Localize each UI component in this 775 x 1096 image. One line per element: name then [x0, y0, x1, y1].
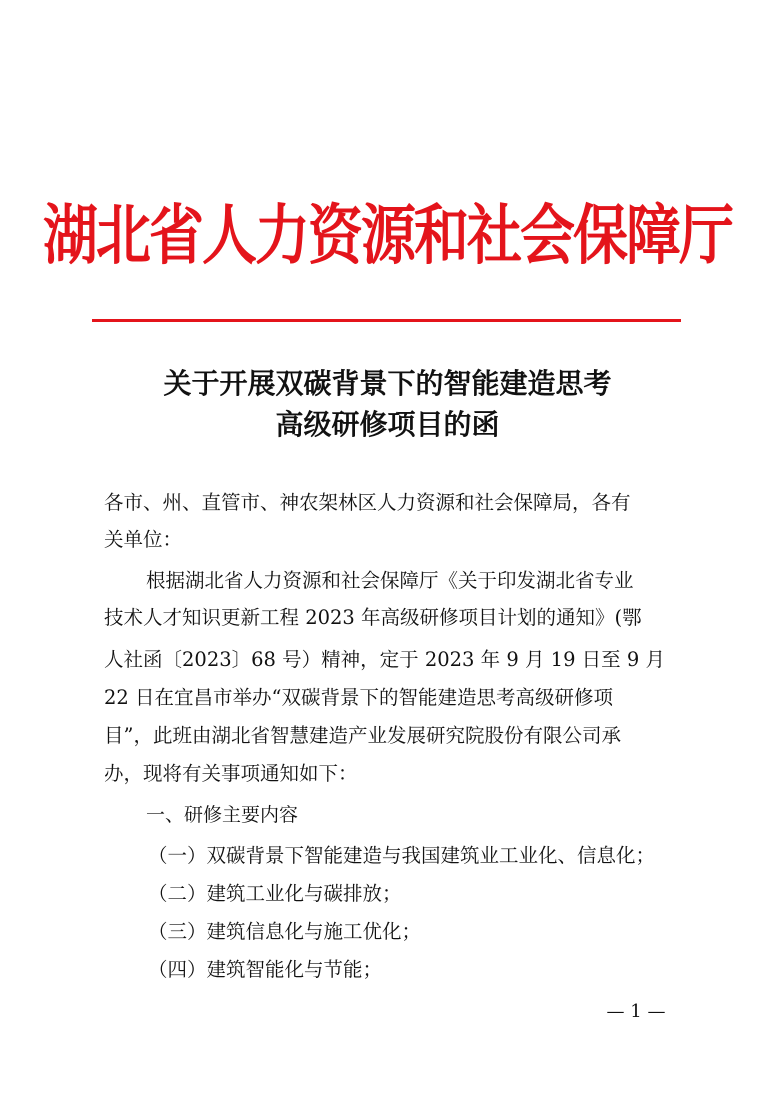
paragraph-line: 人社函〔2023〕68 号）精神，定于 2023 年 9 月 19 日至 9 月 [104, 648, 665, 671]
document-title-line-2: 高级研修项目的函 [275, 408, 500, 441]
list-item: （一）双碳背景下智能建造与我国建筑业工业化、信息化； [148, 844, 656, 867]
list-item: （三）建筑信息化与施工优化； [148, 920, 422, 943]
red-divider-line [92, 319, 681, 322]
issuer-header: 湖北省人力资源和社会保障厅 [42, 196, 732, 273]
paragraph-line: 技术人才知识更新工程 2023 年高级研修项目计划的通知》(鄂 [104, 606, 642, 629]
paragraph-line: 根据湖北省人力资源和社会保障厅《关于印发湖北省专业 [146, 569, 634, 592]
addressee-line-1: 各市、州、直管市、神农架林区人力资源和社会保障局，各有 [104, 491, 631, 514]
paragraph-line: 办，现将有关事项通知如下： [104, 762, 358, 785]
list-item: （二）建筑工业化与碳排放； [148, 882, 402, 905]
list-item: （四）建筑智能化与节能； [148, 958, 383, 981]
paragraph-line: 目”，此班由湖北省智慧建造产业发展研究院股份有限公司承 [104, 724, 621, 747]
section-heading: 一、研修主要内容 [146, 804, 299, 826]
addressee-line-2: 关单位： [104, 528, 183, 551]
document-title-line-1: 关于开展双碳背景下的智能建造思考 [163, 367, 612, 400]
paragraph-line: 22 日在宜昌市举办“双碳背景下的智能建造思考高级研修项 [104, 686, 613, 709]
page-number: — 1 — [606, 1001, 666, 1022]
